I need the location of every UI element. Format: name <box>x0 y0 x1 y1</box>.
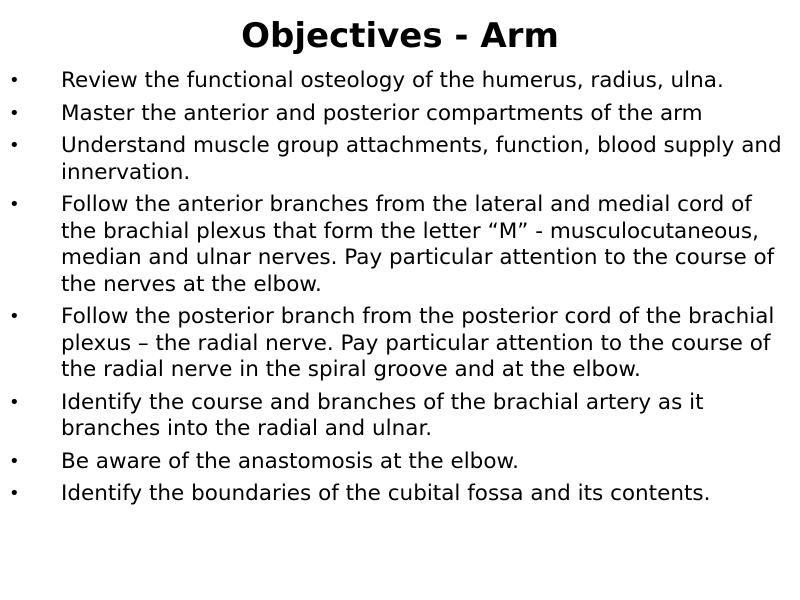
bullet-icon: • <box>9 306 20 327</box>
list-item-text: Understand muscle group attachments, function, blood supply and innervation. <box>61 133 782 185</box>
list-item <box>0 133 800 186</box>
bullet-icon: • <box>9 483 20 504</box>
list-item-text: Master the anterior and posterior compartments of the arm <box>61 100 703 126</box>
list-item <box>0 304 800 384</box>
bullet-icon: • <box>9 135 20 156</box>
list-item <box>0 449 800 476</box>
bullet-icon: • <box>9 450 20 472</box>
list-item <box>0 390 800 443</box>
list-item-text: Review the functional osteology of the humerus, radius, ulna. <box>61 68 724 93</box>
bullet-icon: • <box>9 102 20 124</box>
list-item-text: Identify the boundaries of the cubital fossa and its contents. <box>61 481 711 506</box>
slide-title: Objectives - Arm <box>241 16 559 56</box>
bullet-icon: • <box>9 194 20 215</box>
bullet-icon: • <box>9 70 20 91</box>
bullet-icon: • <box>9 391 20 413</box>
list-item-text: Be aware of the anastomosis at the elbow. <box>61 448 519 474</box>
list-item <box>0 192 800 298</box>
list-item <box>0 481 800 508</box>
list-item-text: Identify the course and branches of the brachial artery as it branches into the radial and ulnar. <box>61 389 704 441</box>
list-item-text: Follow the anterior branches from the lateral and medial cord of the brachial plexus that form the letter “M” - musculocutaneous, median and ulnar nerves. Pay particular attention to the course of the nerves at the elbow. <box>61 192 775 297</box>
list-item <box>0 68 800 95</box>
list-item <box>0 101 800 128</box>
list-item-text: Follow the posterior branch from the posterior cord of the brachial plexus – the radial nerve. Pay particular attention to the course of the radial nerve in the spiral groove and at the elbow. <box>61 304 775 382</box>
objectives-list <box>0 68 800 514</box>
